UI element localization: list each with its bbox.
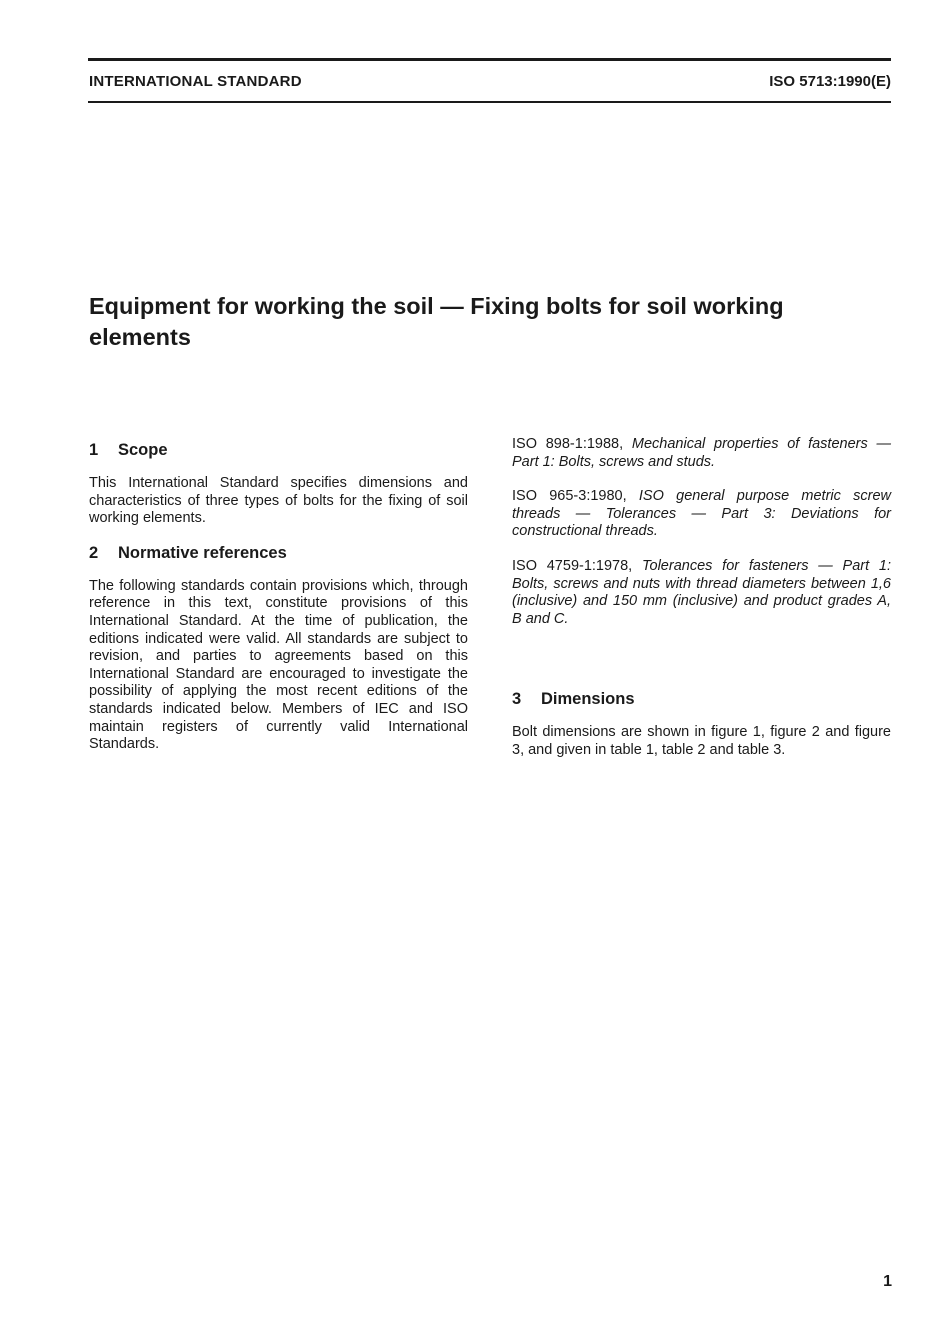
reference-title: Mechanical properties of fasteners — Part 1: Bolts, screws and studs. — [512, 436, 891, 470]
header-top-rule — [88, 58, 891, 61]
left-column — [89, 440, 468, 754]
reference-item — [512, 488, 891, 541]
normative-references-paragraph: The following standards contain provisions which, through reference in this text, constitute provisions of this International Standard. At the time of publication, the editions indicated were valid. All standards are subject to revision, and parties to agreements based on this International Standard are encouraged to investigate the possibility of applying the most recent editions of the standards indicated below. Members of IEC and ISO maintain registers of currently valid International Standards. — [89, 577, 468, 753]
section-title: Normative references — [118, 543, 287, 562]
reference-item — [512, 436, 891, 471]
section-number: 3 — [512, 690, 522, 709]
header-bottom-rule — [88, 101, 891, 103]
document-title: Equipment for working the soil — Fixing bolts for soil working elements — [89, 293, 784, 350]
reference-title: Tolerances for fasteners — Part 1: Bolts, screws and nuts with thread diameters between 1,6 (inclusive) and 150 mm (inclusive) and product grades A, B and C. — [512, 557, 891, 627]
reference-title: ISO general purpose metric screw threads — Tolerances — Part 3: Deviations for constructional threads. — [512, 488, 892, 540]
section-heading-scope — [89, 440, 468, 460]
reference-code: ISO 965-3:1980, — [512, 488, 627, 505]
scope-paragraph: This International Standard specifies dimensions and characteristics of three types of bolts for the fixing of soil working elements. — [89, 475, 468, 527]
dimensions-paragraph: Bolt dimensions are shown in figure 1, figure 2 and figure 3, and given in table 1, table 2 and table 3. — [512, 724, 891, 758]
section-title: Scope — [118, 441, 168, 459]
section-title: Dimensions — [541, 690, 635, 709]
right-column — [512, 436, 891, 760]
section-heading-dimensions — [512, 689, 891, 709]
section-number: 2 — [89, 543, 99, 562]
document-number: ISO 5713:1990(E) — [769, 73, 891, 90]
page-number: 1 — [883, 1273, 892, 1290]
document-type-label: INTERNATIONAL STANDARD — [89, 73, 302, 90]
reference-code: ISO 4759-1:1978, — [512, 557, 633, 574]
section-heading-normative-references — [89, 543, 468, 563]
reference-item — [512, 558, 891, 628]
section-number: 1 — [89, 441, 99, 459]
reference-code: ISO 898-1:1988, — [512, 436, 624, 452]
